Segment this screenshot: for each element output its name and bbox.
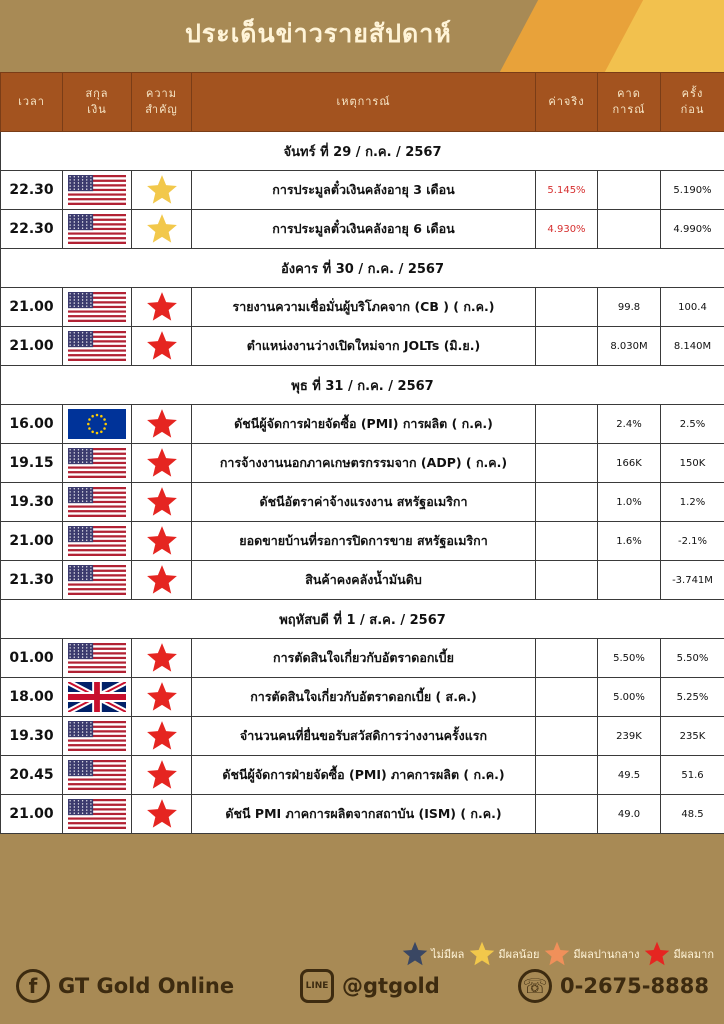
legend-item bbox=[468, 940, 539, 968]
table-row bbox=[1, 639, 724, 678]
event-name: การจ้างงานนอกภาคเกษตรกรรมจาก (ADP) ( ก.ค.) bbox=[192, 444, 536, 483]
previous-value: 100.4 bbox=[661, 288, 724, 327]
table-row bbox=[1, 522, 724, 561]
event-time: 20.45 bbox=[1, 756, 63, 795]
actual-value bbox=[536, 717, 598, 756]
event-name: ยอดขายบ้านที่รอการปิดการขาย สหรัฐอเมริกา bbox=[192, 522, 536, 561]
forecast-value: 49.0 bbox=[598, 795, 661, 834]
currency-flag-cell bbox=[63, 522, 132, 561]
impact-star-icon bbox=[145, 758, 179, 792]
event-time: 19.15 bbox=[1, 444, 63, 483]
impact-star-icon bbox=[145, 524, 179, 558]
legend-star-icon bbox=[401, 940, 429, 968]
us-flag-icon bbox=[68, 175, 126, 205]
day-label: จันทร์ ที่ 29 / ก.ค. / 2567 bbox=[1, 132, 724, 171]
importance-cell bbox=[132, 483, 192, 522]
impact-star-icon bbox=[145, 329, 179, 363]
impact-star-icon bbox=[145, 563, 179, 597]
impact-legend bbox=[397, 940, 714, 968]
day-label: พฤหัสบดี ที่ 1 / ส.ค. / 2567 bbox=[1, 600, 724, 639]
table-row bbox=[1, 483, 724, 522]
importance-cell bbox=[132, 171, 192, 210]
footer bbox=[0, 965, 724, 1010]
importance-cell bbox=[132, 405, 192, 444]
header-event: เหตุการณ์ bbox=[192, 73, 536, 132]
table-row bbox=[1, 288, 724, 327]
facebook-contact[interactable] bbox=[16, 969, 234, 1003]
actual-value bbox=[536, 288, 598, 327]
currency-flag-cell bbox=[63, 327, 132, 366]
event-name: สินค้าคงคลังน้ำมันดิบ bbox=[192, 561, 536, 600]
impact-star-icon bbox=[145, 719, 179, 753]
event-time: 22.30 bbox=[1, 210, 63, 249]
legend-label: ไม่มีผล bbox=[431, 948, 465, 961]
currency-flag-cell bbox=[63, 717, 132, 756]
event-name: การตัดสินใจเกี่ยวกับอัตราดอกเบี้ย bbox=[192, 639, 536, 678]
impact-star-icon bbox=[145, 797, 179, 831]
forecast-value bbox=[598, 210, 661, 249]
previous-value: 1.2% bbox=[661, 483, 724, 522]
currency-flag-cell bbox=[63, 756, 132, 795]
day-label: พุธ ที่ 31 / ก.ค. / 2567 bbox=[1, 366, 724, 405]
page-title: ประเด็นข่าวรายสัปดาห์ bbox=[185, 19, 452, 48]
impact-star-icon bbox=[145, 212, 179, 246]
us-flag-icon bbox=[68, 526, 126, 556]
forecast-value: 2.4% bbox=[598, 405, 661, 444]
event-name: การประมูลตั๋วเงินคลังอายุ 3 เดือน bbox=[192, 171, 536, 210]
currency-flag-cell bbox=[63, 483, 132, 522]
impact-star-icon bbox=[145, 680, 179, 714]
header-time: เวลา bbox=[1, 73, 63, 132]
currency-flag-cell bbox=[63, 210, 132, 249]
previous-value: 5.190% bbox=[661, 171, 724, 210]
previous-value: 48.5 bbox=[661, 795, 724, 834]
previous-value: 150K bbox=[661, 444, 724, 483]
event-name: จำนวนคนที่ยื่นขอรับสวัสดิการว่างงานครั้งแรก bbox=[192, 717, 536, 756]
table-row bbox=[1, 210, 724, 249]
forecast-value bbox=[598, 171, 661, 210]
header-actual: ค่าจริง bbox=[536, 73, 598, 132]
day-header-row bbox=[1, 600, 724, 639]
us-flag-icon bbox=[68, 448, 126, 478]
us-flag-icon bbox=[68, 292, 126, 322]
header-forecast: คาด การณ์ bbox=[598, 73, 661, 132]
facebook-icon: f bbox=[16, 969, 50, 1003]
legend-item bbox=[401, 940, 464, 968]
previous-value: -2.1% bbox=[661, 522, 724, 561]
actual-value bbox=[536, 561, 598, 600]
importance-cell bbox=[132, 756, 192, 795]
legend-label: มีผลน้อย bbox=[498, 948, 540, 961]
line-label: @gtgold bbox=[342, 974, 440, 998]
event-time: 01.00 bbox=[1, 639, 63, 678]
actual-value: 4.930% bbox=[536, 210, 598, 249]
uk-flag-icon bbox=[68, 682, 126, 712]
table-row bbox=[1, 171, 724, 210]
forecast-value: 1.0% bbox=[598, 483, 661, 522]
event-time: 19.30 bbox=[1, 717, 63, 756]
impact-star-icon bbox=[145, 290, 179, 324]
forecast-value bbox=[598, 561, 661, 600]
forecast-value: 99.8 bbox=[598, 288, 661, 327]
actual-value bbox=[536, 444, 598, 483]
actual-value: 5.145% bbox=[536, 171, 598, 210]
event-time: 22.30 bbox=[1, 171, 63, 210]
impact-star-icon bbox=[145, 173, 179, 207]
previous-value: 8.140M bbox=[661, 327, 724, 366]
previous-value: 5.50% bbox=[661, 639, 724, 678]
table-row bbox=[1, 756, 724, 795]
event-name: ตำแหน่งงานว่างเปิดใหม่จาก JOLTs (มิ.ย.) bbox=[192, 327, 536, 366]
legend-label: มีผลมาก bbox=[673, 948, 714, 961]
table-row bbox=[1, 678, 724, 717]
importance-cell bbox=[132, 210, 192, 249]
importance-cell bbox=[132, 522, 192, 561]
event-time: 21.00 bbox=[1, 327, 63, 366]
event-time: 21.00 bbox=[1, 522, 63, 561]
event-time: 21.00 bbox=[1, 795, 63, 834]
previous-value: 4.990% bbox=[661, 210, 724, 249]
event-time: 19.30 bbox=[1, 483, 63, 522]
day-header-row bbox=[1, 132, 724, 171]
legend-item bbox=[643, 940, 714, 968]
line-contact[interactable] bbox=[300, 969, 440, 1003]
legend-star-icon bbox=[468, 940, 496, 968]
us-flag-icon bbox=[68, 487, 126, 517]
actual-value bbox=[536, 327, 598, 366]
currency-flag-cell bbox=[63, 639, 132, 678]
actual-value bbox=[536, 639, 598, 678]
event-name: ดัชนี PMI ภาคการผลิตจากสถาบัน (ISM) ( ก.ค.) bbox=[192, 795, 536, 834]
us-flag-icon bbox=[68, 565, 126, 595]
legend-label: มีผลปานกลาง bbox=[573, 948, 640, 961]
legend-item bbox=[543, 940, 639, 968]
legend-star-icon bbox=[543, 940, 571, 968]
legend-star-icon bbox=[643, 940, 671, 968]
us-flag-icon bbox=[68, 760, 126, 790]
previous-value: 5.25% bbox=[661, 678, 724, 717]
phone-label: 0-2675-8888 bbox=[560, 974, 709, 998]
currency-flag-cell bbox=[63, 795, 132, 834]
event-name: ดัชนีอัตราค่าจ้างแรงงาน สหรัฐอเมริกา bbox=[192, 483, 536, 522]
importance-cell bbox=[132, 444, 192, 483]
impact-star-icon bbox=[145, 446, 179, 480]
table-row bbox=[1, 444, 724, 483]
event-time: 18.00 bbox=[1, 678, 63, 717]
actual-value bbox=[536, 483, 598, 522]
us-flag-icon bbox=[68, 331, 126, 361]
day-header-row bbox=[1, 249, 724, 288]
forecast-value: 1.6% bbox=[598, 522, 661, 561]
importance-cell bbox=[132, 561, 192, 600]
previous-value: 235K bbox=[661, 717, 724, 756]
importance-cell bbox=[132, 678, 192, 717]
currency-flag-cell bbox=[63, 171, 132, 210]
phone-icon: ☏ bbox=[518, 969, 552, 1003]
header-importance: ความ สำคัญ bbox=[132, 73, 192, 132]
currency-flag-cell bbox=[63, 678, 132, 717]
impact-star-icon bbox=[145, 407, 179, 441]
us-flag-icon bbox=[68, 799, 126, 829]
table-row bbox=[1, 327, 724, 366]
us-flag-icon bbox=[68, 721, 126, 751]
currency-flag-cell bbox=[63, 405, 132, 444]
impact-star-icon bbox=[145, 485, 179, 519]
event-name: รายงานความเชื่อมั่นผู้บริโภคจาก (CB ) ( ก.ค.) bbox=[192, 288, 536, 327]
forecast-value: 49.5 bbox=[598, 756, 661, 795]
economic-calendar-table bbox=[0, 72, 724, 834]
currency-flag-cell bbox=[63, 288, 132, 327]
forecast-value: 5.00% bbox=[598, 678, 661, 717]
importance-cell bbox=[132, 639, 192, 678]
event-name: ดัชนีผู้จัดการฝ่ายจัดซื้อ (PMI) การผลิต ( ก.ค.) bbox=[192, 405, 536, 444]
line-icon: LINE bbox=[300, 969, 334, 1003]
header-previous: ครั้ง ก่อน bbox=[661, 73, 724, 132]
day-header-row bbox=[1, 366, 724, 405]
event-time: 21.30 bbox=[1, 561, 63, 600]
forecast-value: 5.50% bbox=[598, 639, 661, 678]
us-flag-icon bbox=[68, 643, 126, 673]
event-time: 16.00 bbox=[1, 405, 63, 444]
table-header-row bbox=[1, 73, 724, 132]
previous-value: 2.5% bbox=[661, 405, 724, 444]
table-row bbox=[1, 561, 724, 600]
facebook-label: GT Gold Online bbox=[58, 974, 235, 998]
actual-value bbox=[536, 756, 598, 795]
us-flag-icon bbox=[68, 214, 126, 244]
table-row bbox=[1, 717, 724, 756]
phone-contact[interactable] bbox=[518, 969, 709, 1003]
actual-value bbox=[536, 405, 598, 444]
table-row bbox=[1, 405, 724, 444]
previous-value: 51.6 bbox=[661, 756, 724, 795]
currency-flag-cell bbox=[63, 444, 132, 483]
eu-flag-icon bbox=[68, 409, 126, 439]
actual-value bbox=[536, 795, 598, 834]
event-name: การตัดสินใจเกี่ยวกับอัตราดอกเบี้ย ( ส.ค.) bbox=[192, 678, 536, 717]
actual-value bbox=[536, 522, 598, 561]
previous-value: -3.741M bbox=[661, 561, 724, 600]
impact-star-icon bbox=[145, 641, 179, 675]
event-time: 21.00 bbox=[1, 288, 63, 327]
event-name: ดัชนีผู้จัดการฝ่ายจัดซื้อ (PMI) ภาคการผลิต ( ก.ค.) bbox=[192, 756, 536, 795]
forecast-value: 239K bbox=[598, 717, 661, 756]
header-currency: สกุล เงิน bbox=[63, 73, 132, 132]
table-row bbox=[1, 795, 724, 834]
day-label: อังคาร ที่ 30 / ก.ค. / 2567 bbox=[1, 249, 724, 288]
importance-cell bbox=[132, 795, 192, 834]
importance-cell bbox=[132, 717, 192, 756]
importance-cell bbox=[132, 288, 192, 327]
actual-value bbox=[536, 678, 598, 717]
event-name: การประมูลตั๋วเงินคลังอายุ 6 เดือน bbox=[192, 210, 536, 249]
forecast-value: 8.030M bbox=[598, 327, 661, 366]
currency-flag-cell bbox=[63, 561, 132, 600]
page-header bbox=[0, 0, 724, 72]
importance-cell bbox=[132, 327, 192, 366]
forecast-value: 166K bbox=[598, 444, 661, 483]
